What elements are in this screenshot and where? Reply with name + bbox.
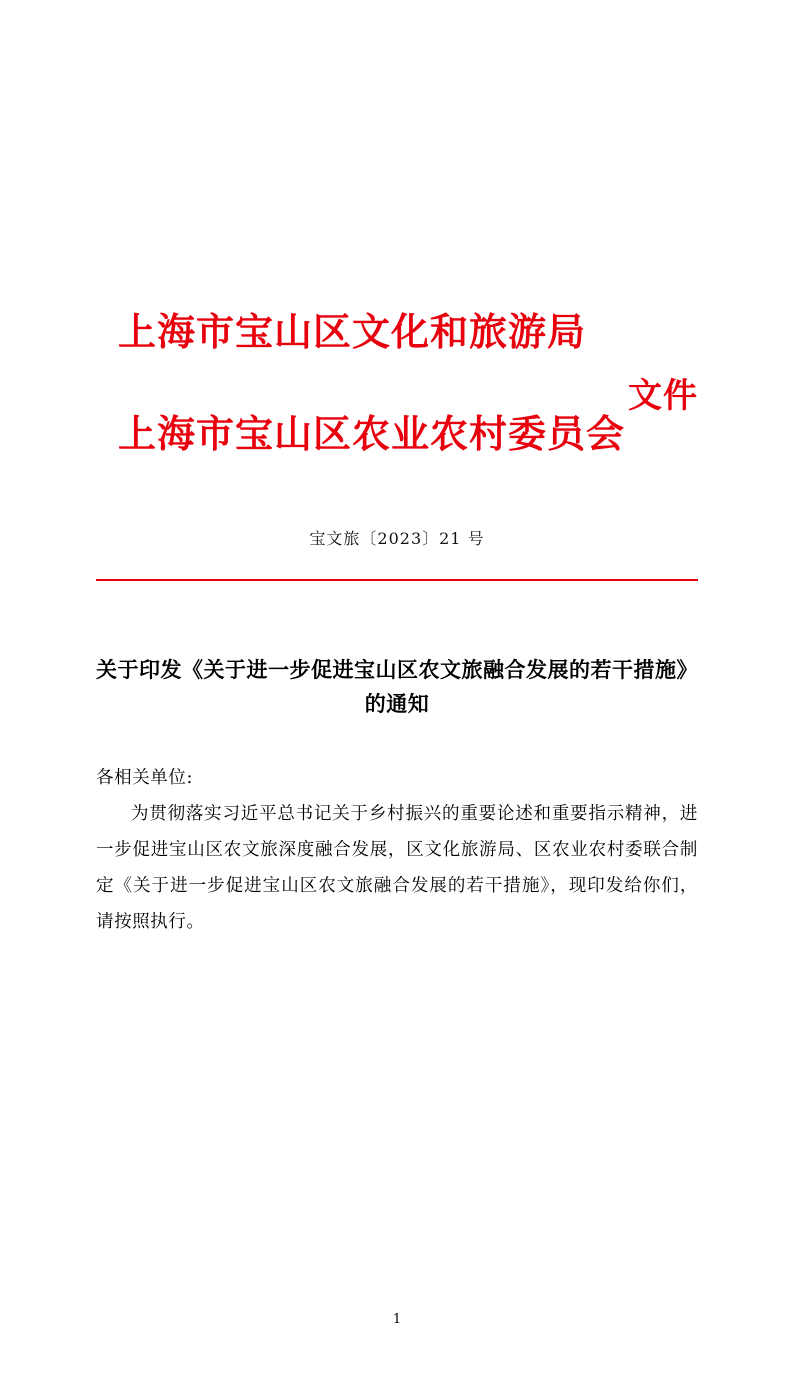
letterhead-document-word: 文件 [628,376,698,416]
page-number: 1 [392,1312,402,1327]
document-body [96,761,698,940]
letterhead [96,296,698,486]
document-page [0,296,794,1389]
red-separator-rule [96,579,698,581]
body-paragraph-1: 为贯彻落实习近平总书记关于乡村振兴的重要论述和重要指示精神，进一步促进宝山区农文旅深度融合发展，区文化旅游局、区农业农村委联合制定《关于进一步促进宝山区农文旅融合发展的若干措施》，现印发给你们，请按照执行。 [96,803,698,932]
letterhead-org-line-2: 上海市宝山区农业农村委员会 [118,411,626,456]
document-title: 关于印发《关于进一步促进宝山区农文旅融合发展的若干措施》的通知 [96,657,698,717]
salutation: 各相关单位: [96,768,193,789]
document-number: 宝文旅〔2023〕21 号 [309,529,485,548]
letterhead-org-line-1: 上海市宝山区文化和旅游局 [118,309,587,354]
